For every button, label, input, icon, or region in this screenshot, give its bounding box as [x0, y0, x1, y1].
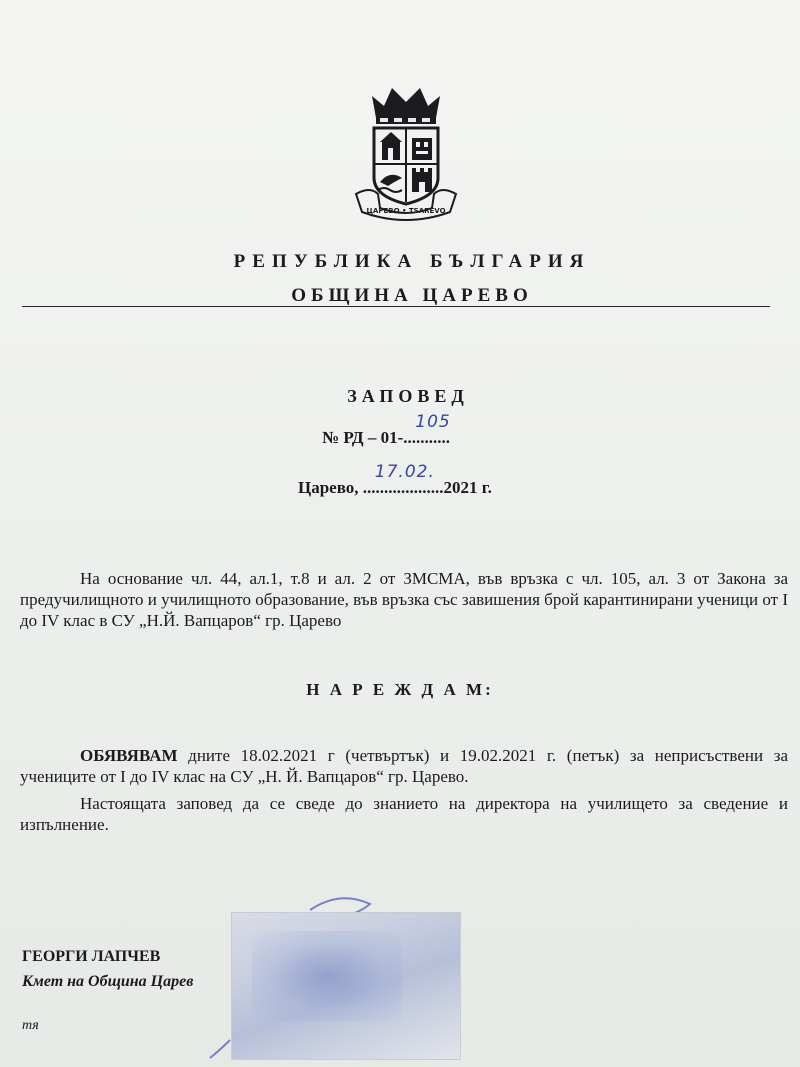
- order-date-handwritten: 17.02.: [374, 462, 435, 482]
- preparer-initials: тя: [22, 1018, 39, 1033]
- order-date-prefix: Царево,: [298, 478, 363, 497]
- order-number-line: [322, 412, 451, 448]
- header-divider: [22, 306, 770, 307]
- announce-text: дните 18.02.2021 г (четвъртък) и 19.02.2021 г. (петък) за неприсъствени за учениците от I до IV клас на СУ „Н. Й. Вапцаров“ гр. Царево.: [20, 746, 788, 786]
- order-number-prefix: № РД – 01-: [322, 428, 404, 447]
- signer-name: ГЕОРГИ ЛАПЧЕВ: [22, 948, 161, 965]
- order-date-field: [362, 462, 444, 498]
- closing-paragraph: [20, 793, 788, 835]
- redacted-signature-area: [231, 912, 461, 1060]
- coat-of-arms-icon: [350, 82, 462, 222]
- municipality-heading: ОБЩИНА ЦАРЕВО: [291, 285, 533, 306]
- intro-paragraph: [20, 568, 788, 631]
- signer-title: Кмет на Община Царев: [22, 973, 194, 990]
- country-heading: РЕПУБЛИКА БЪЛГАРИЯ: [233, 251, 591, 272]
- announce-keyword: ОБЯВЯВАМ: [80, 746, 178, 765]
- order-date-line: [298, 462, 492, 498]
- order-title: ЗАПОВЕД: [347, 386, 469, 406]
- order-number-field: [403, 412, 451, 448]
- svg-text:ЦАРЕВО • TSAREVO: ЦАРЕВО • TSAREVO: [366, 207, 446, 215]
- order-date-dots: ...................: [362, 478, 444, 497]
- closing-text: Настоящата заповед да се сведе до знанието на директора на училището за сведение и изпълнение.: [20, 794, 788, 834]
- intro-text: На основание чл. 44, ал.1, т.8 и ал. 2 от ЗМСМА, във връзка с чл. 105, ал. 3 от Закона за предучилищното и училищното образование, във връзка със завишения брой карантинирани ученици от I до IV клас в СУ „Н.Й. Вапцаров“ гр. Царево: [20, 569, 788, 630]
- decree-heading: Н А Р Е Ж Д А М:: [306, 680, 494, 699]
- announce-paragraph: [20, 745, 788, 787]
- order-date-suffix: 2021 г.: [443, 478, 492, 497]
- order-number-handwritten: 105: [415, 412, 451, 432]
- order-number-dots: ...........: [403, 428, 451, 447]
